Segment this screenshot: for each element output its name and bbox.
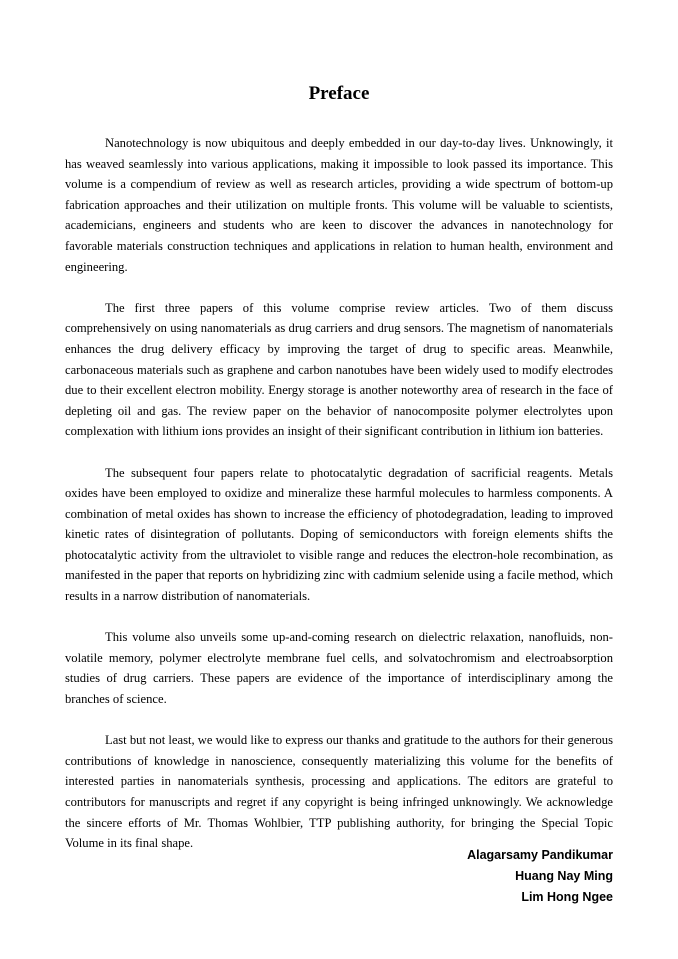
paragraph: Nanotechnology is now ubiquitous and deeply embedded in our day-to-day lives. Unknowingly, it has weaved seamlessly into various applications, making it impossible to look passed its importance. This volume is a compendium of review as well as research articles, providing a wide spectrum of bottom-up fabrication approaches and their utilization on multiple fronts. This volume will be valuable to scientists, academicians, engineers and students who are keen to discover the advances in nanotechnology for favorable materials construction techniques and applications in relation to human health, environment and engineering. <box>65 136 613 274</box>
paragraph: Last but not least, we would like to express our thanks and gratitude to the authors for their generous contributions of knowledge in nanoscience, consequently materializing this volume for the benefits of interested parties in nanomaterials synthesis, processing and applications. The editors are grateful to contributors for manuscripts and regret if any copyright is being infringed unknowingly. We acknowledge the sincere efforts of Mr. Thomas Wohlbier, TTP publishing authority, for bringing the Special Topic Volume in its final shape. <box>65 733 613 851</box>
paragraph: The first three papers of this volume comprise review articles. Two of them discuss comprehensively on using nanomaterials as drug carriers and drug sensors. The magnetism of nanomaterials enhances the drug delivery efficacy by improving the target of drug to specific areas. Meanwhile, carbonaceous materials such as graphene and carbon nanotubes have been widely used to modify electrodes due to their excellent electron mobility. Energy storage is another noteworthy area of research in the face of depleting oil and gas. The review paper on the behavior of nanocomposite polymer electrolytes upon complexation with lithium ions provides an insight of their significant contribution in lithium ion batteries. <box>65 300 613 439</box>
paragraph: The subsequent four papers relate to photocatalytic degradation of sacrificial reagents. Metals oxides have been employed to oxidize and mineralize these harmful molecules to harmless components. A combination of metal oxides has shown to increase the efficiency of photodegradation, leading to improved kinetic rates of disintegration of pollutants. Doping of semiconductors with foreign elements shifts the photocatalytic activity from the ultraviolet to visible range and reduces the electron-hole recombination, as manifested in the paper that reports on hybridizing zinc with cadmium selenide using a facile method, which results in a narrow distribution of nanomaterials. <box>65 465 613 604</box>
author-name: Alagarsamy Pandikumar <box>467 848 613 862</box>
author-name: Lim Hong Ngee <box>521 890 613 904</box>
author-signatures <box>467 845 613 908</box>
paragraph: This volume also unveils some up-and-coming research on dielectric relaxation, nanofluids, non-volatile memory, polymer electrolyte membrane fuel cells, and solvatochromism and electroabsorption studies of drug carriers. These papers are evidence of the importance of interdisciplinary among the branches of science. <box>65 630 613 707</box>
author-name: Huang Nay Ming <box>515 869 613 883</box>
page-title: Preface <box>308 83 370 104</box>
preface-body <box>65 133 613 874</box>
